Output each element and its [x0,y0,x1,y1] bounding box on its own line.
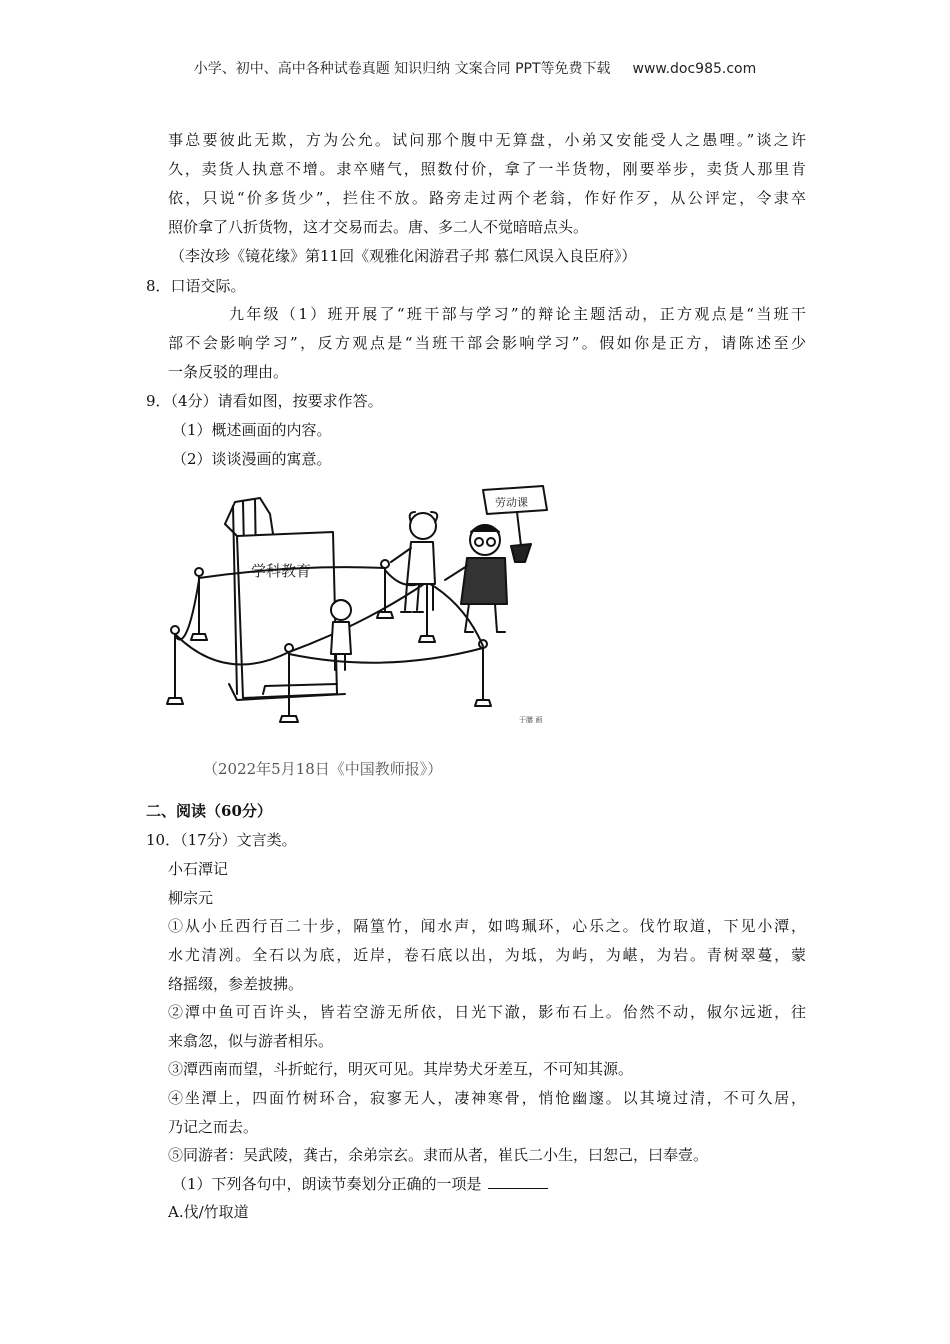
classical-text-line: 水尤清冽。全石以为底，近岸，卷石底以出，为坻，为屿，为嵁，为岩。青树翠蔓，蒙 [168,946,806,964]
classical-text-line: 络摇缀，参差披拂。 [168,975,304,993]
question-8-title: 8．口语交际。 [146,277,246,295]
question-8-line: 九年级（1）班开展了“班干部与学习”的辩论主题活动，正方观点是“当班干 [229,305,806,323]
classical-text-line: ④坐潭上，四面竹树环合，寂寥无人，凄神寒骨，悄怆幽邃。以其境过清，不可久居， [168,1089,806,1107]
classical-text-line: ③潭西南而望，斗折蛇行，明灭可见。其岸势犬牙差互，不可知其源。 [168,1060,634,1078]
passage-line: 照价拿了八折货物，这才交易而去。唐、多二人不觉暗暗点头。 [168,218,589,236]
question-8-line: 部不会影响学习”，反方观点是“当班干部会影响学习”。假如你是正方，请陈述至少 [168,334,806,352]
cartoon-image [165,484,565,794]
passage-line: 事总要彼此无欺，方为公允。试问那个腹中无算盘，小弟又安能受人之愚哩。”谈之许 [168,131,806,149]
elderly-man-figure [391,512,437,612]
question-9-sub1: （1）概述画面的内容。 [172,421,332,439]
classical-text-line: ②潭中鱼可百许头，皆若空游无所依，日光下澈，影布石上。佁然不动，俶尔远逝，往 [168,1003,806,1021]
classical-text-line: ①从小丘西行百二十步，隔篁竹，闻水声，如鸣珮环，心乐之。伐竹取道，下见小潭， [168,917,806,935]
classical-text-title: 小石潭记 [168,860,229,878]
question-10-sub1-text: （1）下列各句中，朗读节奏划分正确的一项是 [172,1175,482,1193]
child-figure [331,600,351,670]
artist-signature: 于膳 画 [519,716,543,724]
cartoon-caption: （2022年5月18日《中国教师报》） [203,760,443,778]
sign-label: 劳动课 [495,496,528,509]
header-site-link[interactable]: www.doc985.com [632,61,757,77]
section-2-title: 二、阅读（60分） [146,802,272,820]
answer-blank[interactable] [488,1174,548,1189]
classical-text-author: 柳宗元 [168,889,214,907]
textbook-drawing [225,498,345,700]
question-10-sub1 [172,1174,548,1194]
classical-text-line: 来翕忽，似与游者相乐。 [168,1032,334,1050]
classical-text-line: 乃记之而去。 [168,1118,259,1136]
passage-line: 依，只说“价多货少”，拦住不放。路旁走过两个老翁，作好作歹，从公评定，令隶卒 [168,189,806,207]
man-with-glasses-figure [445,525,507,632]
page-header [0,58,950,78]
question-8-line: 一条反驳的理由。 [168,363,289,381]
passage-source: （李汝珍《镜花缘》第11回《观雅化闲游君子邦 慕仁风误入良臣府》） [170,247,637,265]
book-label: 学科教育 [251,562,312,580]
question-9-title: 9．（4分）请看如图，按要求作答。 [146,392,383,410]
header-text: 小学、初中、高中各种试卷真题 知识归纳 文案合同 PPT等免费下载 [193,61,611,77]
question-10-title: 10．（17分）文言类。 [146,831,297,849]
option-a: A.伐/竹取道 [168,1203,249,1221]
classical-text-line: ⑤同游者：吴武陵，龚古，余弟宗玄。隶而从者，崔氏二小生，曰恕己，曰奉壹。 [168,1146,709,1164]
passage-line: 久，卖货人执意不增。隶卒赌气，照数付价，拿了一半货物，刚要举步，卖货人那里肯 [168,160,806,178]
question-9-sub2: （2）谈谈漫画的寓意。 [172,450,332,468]
